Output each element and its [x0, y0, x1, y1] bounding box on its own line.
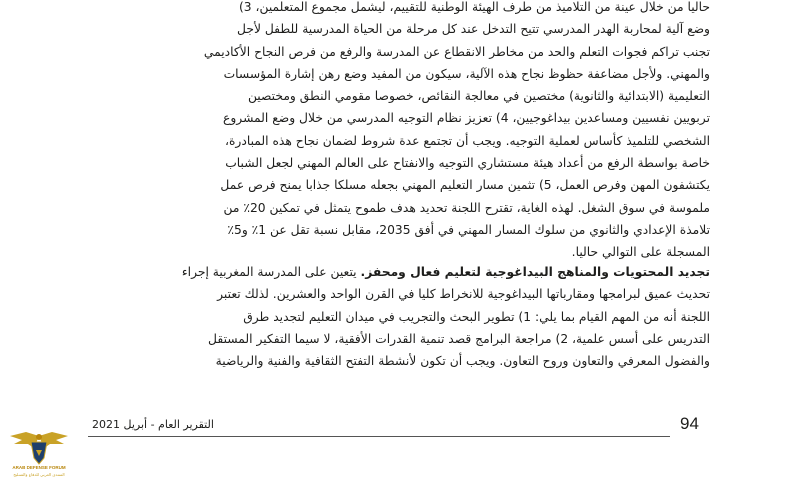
text-line: والفضول المعرفي والتعاون وروح التعاون. ويجب أن تكون لأنشطة التفتح الثقافية والفنية والرياضية — [215, 354, 710, 369]
text-line: الشخصي للتلميذ كأساس لعملية التوجيه. ويجب أن تجتمع عدة شروط لضمان نجاح هذه المبادرة، — [225, 133, 710, 148]
text-line — [62, 261, 710, 283]
page-number: 94 — [680, 414, 699, 433]
text-line: اللجنة أنه من المهم القيام بما يلي: 1) تطوير البحث والتجريب في ميدان التعليم لتجديد طرق — [243, 309, 710, 324]
watermark-label: ARAB DEFENSE FORUM — [12, 465, 66, 470]
text-line: تربويين نفسيين ومساعدين بيداغوجيين، 4) تعزيز نظام التوجيه المدرسي من خلال وضع المشروع — [223, 111, 710, 126]
section-heading: تجديد المحتويات والمناهج البيداغوجية لتعليم فعال ومحفز. — [360, 265, 710, 279]
watermark-sub-label: المنتدى العربي للدفاع والتسليح — [13, 472, 65, 477]
text-line: تحديث عميق لبرامجها ومقارباتها البيداغوجية للانخراط كليا في القرن الواحد والعشرين. لذلك تعتبر — [217, 287, 710, 302]
footer-divider — [88, 436, 670, 437]
eagle-emblem-icon — [6, 428, 72, 468]
text-line: والمهني. ولأجل مضاعفة حظوظ نجاح هذه الآلية، سيكون من المفيد وضع رهن إشارة المؤسسات — [223, 66, 710, 81]
text-line: المسجلة على التوالي حاليا. — [571, 245, 710, 260]
text-line: تلامذة الإعدادي والثانوي من سلوك المسار المهني في أفق 2035، مقابل نسبة تقل عن 1٪ و5٪ — [227, 222, 710, 237]
text-line: التعليمية (الابتدائية والثانوية) مختصين في معالجة النقائص، خصوصا مقومي النطق ومختصين — [247, 89, 710, 104]
text-line: حاليا من خلال عينة من التلاميذ من طرف الهيئة الوطنية للتقييم، ليشمل مجموع المتعلمين، 3) — [238, 0, 710, 14]
heading-continuation: يتعين على المدرسة المغربية إجراء — [181, 265, 357, 279]
text-line: يكتشفون المهن وفرص العمل، 5) تثمين مسار التعليم المهني بجعله مسلكا جذابا يمنح فرص عمل — [220, 178, 710, 193]
text-line: تجنب تراكم فجوات التعلم والحد من مخاطر الانقطاع عن المدرسة والرفع من فرص النجاح الأكاديمي — [203, 44, 710, 59]
text-line: التدريس على أسس علمية، 2) مراجعة البرامج قصد تنمية القدرات الأفقية، لا سيما التفكير المستقل — [208, 331, 710, 346]
text-line: ملموسة في سوق الشغل. لهذه الغاية، تقترح اللجنة تحديد هدف طموح يتمثل في تمكين 20٪ من — [223, 200, 710, 215]
paragraph-reforms — [62, 0, 710, 264]
text-line: وضع آلية لمحاربة الهدر المدرسي تتيح التدخل عند كل مرحلة من الحياة المدرسية للطفل لأجل — [237, 22, 710, 37]
footer-report-title: التقرير العام - أبريل 2021 — [92, 418, 214, 431]
paragraph-curricula — [62, 261, 710, 372]
forum-watermark — [6, 428, 72, 480]
text-line: خاصة بواسطة الرفع من أعداد هيئة مستشاري التوجيه والانفتاح على العالم المهني لجعل الشباب — [225, 156, 710, 171]
